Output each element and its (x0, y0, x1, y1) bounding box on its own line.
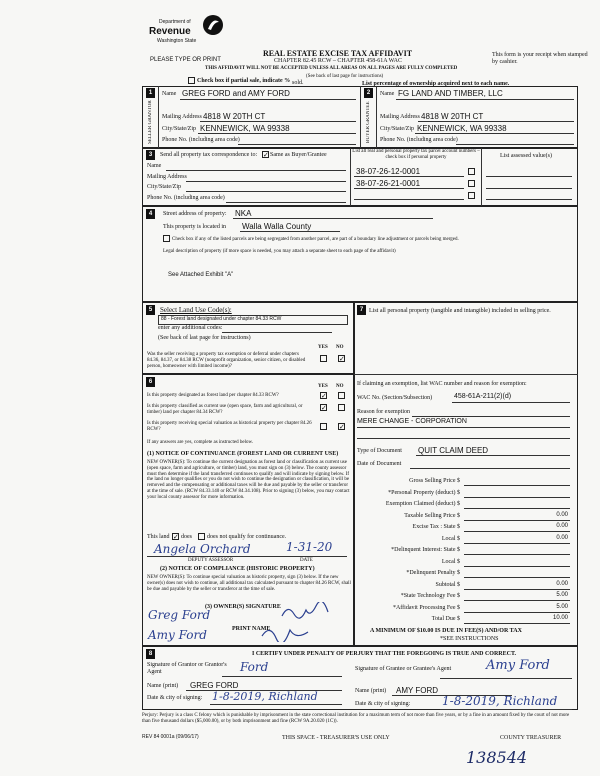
owner-scribble-2 (260, 624, 310, 646)
agency-line2: Revenue (149, 26, 191, 37)
section-8-number: 8 (146, 649, 155, 659)
date-label: DATE (300, 558, 313, 563)
assessor-signature: Angela Orchard (154, 542, 251, 556)
section-4-number: 4 (146, 209, 155, 219)
q2-yes-checkbox[interactable]: ✓ (321, 404, 327, 412)
personal-property-label: List all personal property (tangible and intangible) included in selling price. (369, 308, 551, 314)
s6-yes: YES (318, 384, 328, 389)
same-as-buyer-checkbox[interactable]: ✓ (263, 151, 269, 159)
grantor-name-label: Name (print) (147, 683, 179, 689)
q1-no-checkbox[interactable] (338, 392, 345, 399)
tax-line-label: Exemption Claimed (deduct) $ (385, 501, 460, 507)
if-yes-note: If any answers are yes, complete as instructed below. (147, 440, 254, 445)
print-name-label: PRINT NAME (232, 626, 271, 632)
section-6-number: 6 (146, 377, 155, 387)
owner-scribble-1 (280, 602, 330, 624)
notice2-body: NEW OWNER(S): To continue special valuation as historic property, sign (3) below. If the new owner(s) does not wish to continue, all additional tax calculated pursuant to chapter 84.26 RCW, shall be due and payable by the seller or transferor at the time of sale. (147, 575, 351, 592)
s5-yes: YES (318, 345, 328, 350)
doc-date-label: Date of Document (357, 461, 402, 467)
section-7-number: 7 (357, 305, 366, 315)
parcel-2: 38-07-26-21-0001 (356, 179, 421, 188)
stamp-number: 138544 (466, 748, 528, 767)
s6-no: NO (336, 384, 344, 389)
seller-name-label: Name (162, 91, 177, 97)
grantor-signature: Ford (240, 660, 269, 674)
owner-signature-label: (3) OWNER(S) SIGNATURE (205, 604, 281, 610)
exemption-claim-label: If claiming an exemption, list WAC number and reason for exemption: (357, 381, 527, 387)
does-label: does (181, 534, 192, 540)
buyer-mailing: 4818 W 20TH CT (421, 112, 484, 121)
signature-scribble-icon (260, 624, 310, 642)
partial-sale-checkbox[interactable] (188, 77, 195, 84)
exemption-question: Was the seller receiving a property tax exemption or deferral under chapters 84.36, 84.37, or 84.38 RCW (nonprofit organization, senior citizen, or disabled person, homeowner with limited income)? (147, 352, 306, 369)
seller-phone-label: Phone No. (including area code) (162, 137, 240, 143)
does-not-checkbox[interactable] (198, 533, 205, 540)
grantor-date: 1-8-2019, Richland (212, 690, 318, 703)
receipt-note: This form is your receipt when stamped by cashier. (492, 52, 588, 65)
tax-line-value: 5.00 (556, 603, 568, 610)
legal-value: See Attached Exhibit "A" (168, 272, 234, 278)
seller-side-label: SELLER GRANTOR (148, 100, 153, 145)
tax-line-label: *Delinquent Penalty $ (406, 570, 460, 576)
rev-number: REV 84 0001a (09/06/17) (142, 734, 199, 740)
question-forest: Is this property designated as forest land per chapter 84.33 RCW? (147, 393, 279, 398)
tax-line-value: 0.00 (556, 511, 568, 518)
question-current-use: Is this property classified as current use (open space, farm and agricultural, or timber) land per chapter 84.34 RCW? (147, 404, 303, 415)
owner-signature-1: Greg Ford (148, 608, 211, 622)
tax-line-value: 0.00 (556, 534, 568, 541)
grantee-date-label: Date & city of signing: (355, 701, 411, 707)
see-instructions: *SEE INSTRUCTIONS (440, 636, 499, 642)
located-label: This property is located in (163, 224, 226, 230)
seller-mailing-label: Mailing Address (162, 114, 202, 120)
tax-line-label: Gross Selling Price $ (409, 478, 460, 484)
notice1-title: (1) NOTICE OF CONTINUANCE (FOREST LAND OR CURRENT USE) (147, 451, 339, 457)
buyer-side-label: BUYER GRANTEE (366, 101, 371, 144)
grantor-name: GREG FORD (190, 681, 239, 690)
tax-line-label: *State Technology Fee $ (400, 593, 460, 599)
tax-line-label: Taxable Selling Price $ (404, 512, 460, 519)
parcel-1: 38-07-26-12-0001 (356, 167, 421, 176)
s3-phone-label: Phone No. (including area code) (147, 195, 225, 201)
segregated-checkbox[interactable] (163, 235, 170, 242)
grantee-sig-label: Signature of Grantee or Grantee's Agent (355, 666, 452, 672)
buyer-mailing-label: Mailing Address (380, 114, 420, 120)
doc-type-value: QUIT CLAIM DEED (418, 446, 489, 455)
grantor-sig-label: Signature of Grantor or Grantor's Agent (147, 662, 227, 675)
tax-line-label: Local $ (441, 535, 460, 542)
grantee-signature: Amy Ford (486, 658, 550, 673)
form-chapter: CHAPTER 82.45 RCW – CHAPTER 458-61A WAC (274, 58, 402, 64)
certify-statement: I CERTIFY UNDER PENALTY OF PERJURY THAT THE FOREGOING IS TRUE AND CORRECT. (252, 651, 517, 657)
parcel-2-checkbox[interactable] (468, 180, 475, 187)
seller-city: KENNEWICK, WA 99338 (200, 124, 290, 133)
s5-no-checkbox[interactable]: ✓ (339, 355, 345, 363)
buyer-name-label: Name (380, 91, 395, 97)
seller-mailing: 4818 W 20TH CT (203, 112, 266, 121)
seller-city-label: City/State/Zip (162, 126, 196, 132)
land-use-select[interactable]: 88 - Forest land designated under chapter 84.33 RCW (158, 315, 348, 325)
signature-scribble-icon (280, 602, 330, 620)
grantee-name-label: Name (print) (355, 688, 387, 694)
section-2-number: 2 (364, 88, 373, 98)
doc-type-label: Type of Document (357, 448, 402, 454)
wac-label: WAC No. (Section/Subsection) (357, 395, 433, 401)
deputy-assessor-label: DEPUTY ASSESSOR (188, 558, 234, 563)
land-use-label: Select Land Use Code(s): (160, 306, 232, 314)
parcel-1-checkbox[interactable] (468, 168, 475, 175)
assessed-header: List assessed value(s) (500, 153, 552, 159)
s5-yes-checkbox[interactable] (320, 355, 327, 362)
street-label: Street address of property: (163, 211, 227, 217)
wac-value: 458-61A-211(2)(d) (454, 393, 512, 400)
please-type: PLEASE TYPE OR PRINT (150, 57, 221, 63)
seller-name: GREG FORD and AMY FORD (182, 89, 290, 98)
reason-value: MERE CHANGE - CORPORATION (357, 418, 467, 425)
s5-no: NO (336, 345, 344, 350)
located-value: Walla Walla County (242, 222, 312, 231)
tax-line-label: Local $ (441, 558, 460, 565)
additional-codes-label: enter any additional codes: (158, 325, 223, 331)
tax-line-label: *Affidavit Processing Fee $ (392, 604, 460, 611)
q1-yes-checkbox[interactable]: ✓ (321, 392, 327, 400)
parcel-header: List all real and personal property tax parcel account numbers – check box if personal property (352, 149, 480, 160)
reason-label: Reason for exemption (357, 409, 410, 415)
see-back-instructions: (See back of last page for instructions) (306, 74, 384, 79)
tax-line-label: *Personal Property (deduct) $ (388, 489, 460, 496)
question-historic: Is this property receiving special valuation as historical property per chapter 84.26 RCW? (147, 421, 312, 432)
s5-see-back: (See back of last page for instructions) (158, 335, 251, 341)
treasurer-space: THIS SPACE - TREASURER'S USE ONLY (282, 735, 390, 741)
section-3-number: 3 (146, 150, 155, 160)
this-land-label: This land (147, 534, 170, 540)
parcel-3-checkbox[interactable] (468, 192, 475, 199)
grantee-name: AMY FORD (396, 686, 439, 695)
street-value: NKA (235, 209, 252, 218)
notice1-body: NEW OWNER(S): To continue the current designation as forest land or classification as current use (open space, farm and agriculture, or timber) land, you must sign on (3) below. The county assessor must then determine if the land transferred continues to qualify and will indicate by signing below. If the land no longer qualifies or you do not wish to continue the designation or classification, it will be removed and the compensating or additional taxes will be due and payable by the seller or transferor at the time of sale. (RCW 84.33.140 or RCW 84.34.108). Prior to signing (3) below, you may contact your local county assessor for more information. (147, 460, 350, 500)
s3-name-label: Name (147, 163, 162, 169)
not-accepted: THIS AFFIDAVIT WILL NOT BE ACCEPTED UNLESS ALL AREAS ON ALL PAGES ARE FULLY COMPLETED (205, 66, 458, 71)
agency-line3: Washington State (157, 38, 197, 44)
tax-line-label: Total Due $ (431, 616, 460, 622)
county-treasurer: COUNTY TREASURER (500, 735, 562, 741)
minimum-due: A MINIMUM OF $10.00 IS DUE IN FEE(S) AND/OR TAX (370, 628, 522, 634)
s3-city-label: City/State/Zip (147, 184, 181, 190)
perjury-notice: Perjury: Perjury is a class C felony which is punishable by imprisonment in the state correctional institution for a maximum term of not more than five years, or by a fine in an amount fixed by the court of not more than five thousand dollars ($5,000.00), or by both imprisonment and fine (RCW 9A.20.020 (1C)). (142, 713, 570, 724)
tax-line-value: 0.00 (556, 523, 568, 529)
owner-signature-2: Amy Ford (148, 628, 207, 642)
tax-line-label: *Delinquent Interest: State $ (391, 547, 460, 553)
notice2-title: (2) NOTICE OF COMPLIANCE (HISTORIC PROPERTY) (160, 566, 315, 572)
tax-line-value: 5.00 (556, 592, 568, 598)
grantee-date: 1-8-2019, Richland (442, 694, 558, 708)
buyer-phone-label: Phone No. (including area code) (380, 137, 458, 143)
q3-no-checkbox[interactable]: ✓ (339, 423, 345, 431)
same-as-buyer-label: Same as Buyer/Grantee (270, 152, 327, 158)
segregated-label: Check box if any of the listed parcels are being segregated from another parcel, are part of a boundary line adjustment or parcels being merged. (172, 237, 459, 242)
grantor-date-label: Date & city of signing: (147, 695, 203, 701)
send-to-label: Send all property tax correspondence to: (160, 152, 258, 158)
q2-no-checkbox[interactable] (338, 404, 345, 411)
sold-label: sold. (292, 80, 304, 86)
tax-line-label: Excise Tax : State $ (412, 524, 460, 530)
legal-label: Legal description of property (if more space is needed, you may attach a separate sheet to each page of the affidavit) (163, 249, 396, 254)
s3-mailing-label: Mailing Address (147, 174, 187, 180)
partial-sale-label: Check box if partial sale, indicate % (197, 78, 291, 84)
form-title: REAL ESTATE EXCISE TAX AFFIDAVIT (263, 49, 413, 58)
does-checkbox[interactable]: ✓ (173, 533, 179, 541)
dor-logo (149, 14, 225, 50)
section-1-number: 1 (146, 88, 155, 98)
list-percentage: List percentage of ownership acquired next to each name. (362, 81, 510, 87)
dor-logo-icon (202, 14, 224, 36)
agency-line1: Department of (159, 19, 191, 25)
section-5-number: 5 (146, 305, 155, 315)
does-not-label: does not qualify for continuance. (207, 534, 287, 540)
tax-line-value: 10.00 (552, 615, 568, 621)
q3-yes-checkbox[interactable] (320, 423, 327, 430)
buyer-name: FG LAND AND TIMBER, LLC (398, 89, 503, 98)
tax-line-value: 0.00 (556, 580, 568, 587)
tax-line-label: Subtotal $ (435, 581, 460, 588)
buyer-city: KENNEWICK, WA 99338 (417, 124, 507, 133)
buyer-city-label: City/State/Zip (380, 126, 414, 132)
assessor-date: 1-31-20 (286, 540, 333, 554)
